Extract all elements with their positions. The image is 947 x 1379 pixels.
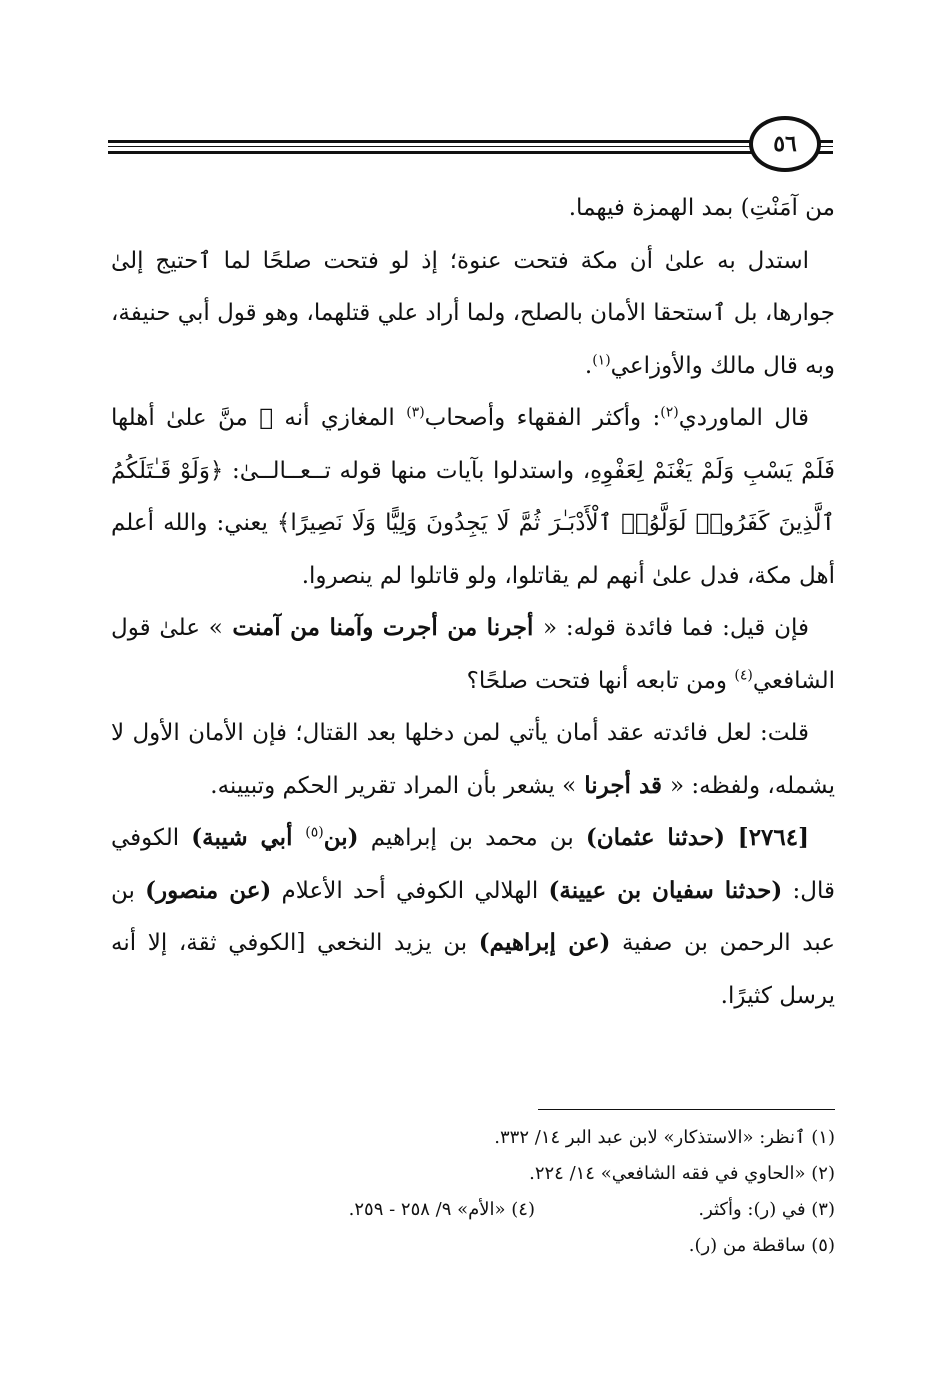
page-header xyxy=(108,112,833,182)
footnote-separator xyxy=(538,1109,835,1110)
quoted-phrase-1: أجرنا من أجرت وآمنا من آمنت xyxy=(222,614,543,641)
footnote-3: (٣) في (ر): وأكثر. xyxy=(698,1199,835,1220)
header-rule-thin xyxy=(108,146,833,147)
paragraph-4-text-c: ومن تابعه أنها فتحت صلحًا؟ xyxy=(466,667,735,694)
paragraph-3-text-a: قال الماوردي xyxy=(678,405,810,431)
footnote-2: (٢) «الحاوي في فقه الشافعي» ١٤/ ٢٢٤. xyxy=(529,1163,835,1184)
hadith-text-5: الكوفي قال: xyxy=(111,825,835,904)
hadith-narrator-4: (عن إبراهيم) xyxy=(478,929,611,956)
hadith-text-7: الهلالي الكوفي أحد الأعلام xyxy=(271,877,549,904)
paragraph-2-text: استدل به علىٰ أن مكة فتحت عنوة؛ إذ لو فتحت صلحًا لما ٱحتيج إلىٰ جوارها، بل ٱستحقا الأمان بالصلح، ولما أراد علي قتلهما، وهو قول أبي حنيفة، وبه قال مالك والأوزاعي xyxy=(111,247,835,379)
paragraph-2-end: . xyxy=(584,352,593,379)
paragraph-5-text-a: قلت: لعل فائدته عقد أمان يأتي لمن دخلها بعد القتال؛ فإن الأمان الأول لا يشمله، ولفظه: « xyxy=(111,720,835,799)
footnote-ref-5: (٥) xyxy=(305,824,324,841)
hadith-text-11: بن يزيد النخعي [الكوفي ثقة، إلا أنه يرسل كثيرًا. xyxy=(111,930,835,1009)
footnote-ref-4: (٤) xyxy=(734,666,753,683)
main-text xyxy=(111,182,835,1022)
footnote-ref-1: (١) xyxy=(592,351,611,368)
footnote-ref-2: (٢) xyxy=(660,404,679,421)
footnotes xyxy=(111,1120,835,1264)
hadith-number: [٢٧٦٤] xyxy=(737,824,809,851)
paragraph-5 xyxy=(111,707,835,812)
page-number: ٥٦ xyxy=(749,116,821,172)
hadith-narrator-2: (حدثنا سفيان بن عيينة) xyxy=(548,876,783,904)
paragraph-5-text-b: » يشعر بأن المراد تقرير الحكم وتبيينه. xyxy=(210,772,577,799)
paragraph-4-text-a: فإن قيل: فما فائدة قوله: « xyxy=(542,615,809,641)
paragraph-3-text-b: : وأكثر الفقهاء وأصحاب xyxy=(424,405,661,431)
footnote-row-3-4 xyxy=(111,1192,835,1228)
paragraph-4-text-b: » علىٰ قول الشافعي xyxy=(111,615,835,694)
hadith-paragraph xyxy=(111,812,835,1022)
paragraph-4 xyxy=(111,602,835,707)
paragraph-1-text: من آمَنْتِ) بمد الهمزة فيهما. xyxy=(568,195,835,221)
paragraph-1 xyxy=(111,182,835,235)
footnote-ref-3: (٣) xyxy=(406,404,425,421)
paragraph-3-text-c: المغازي أنه ﷺ منَّ علىٰ أهلها فَلَمْ يَسْبِ وَلَمْ يَغْنَمْ لِعَفْوِهِ، واستدلوا بآيات منها قوله تــعــالــىٰ: ﴿وَلَوْ قَـٰتَلَكُمُ ٱلَّذِينَ كَفَرُوا۟ لَوَلَّوُا۟ ٱلْأَدْبَـٰرَ ثُمَّ لَا يَجِدُونَ وَلِيًّا وَلَا نَصِيرًا﴾ يعني: والله أعلم أهل مكة، فدل علىٰ أنهم لم يقاتلوا، ولو قاتلوا لم ينصروا. xyxy=(111,405,835,589)
footnote-5: (٥) ساقطة من (ر). xyxy=(688,1235,835,1256)
hadith-text-3: (بن xyxy=(323,824,359,851)
hadith-narrator-3: (عن منصور) xyxy=(145,876,272,904)
footnote-4: (٤) «الأم» ٩/ ٢٥٨ - ٢٥٩. xyxy=(348,1199,535,1220)
hadith-text-9: بن عبد الرحمن بن صفية xyxy=(111,877,835,956)
hadith-narrator-1: (حدثنا عثمان) xyxy=(585,824,738,851)
footnote-1: (١) ٱنظر: «الاستذكار» لابن عبد البر ١٤/ ٣٣٢. xyxy=(494,1127,835,1148)
quoted-phrase-2: قد أجرنا xyxy=(576,771,671,799)
paragraph-3 xyxy=(111,392,835,602)
paragraph-2 xyxy=(111,235,835,393)
hadith-text-2: بن محمد بن إبراهيم xyxy=(358,825,586,851)
header-rule-thick-top xyxy=(108,140,833,143)
hadith-text-4: أبي شيبة) xyxy=(191,824,306,851)
header-rule-thick-bottom xyxy=(108,151,833,154)
